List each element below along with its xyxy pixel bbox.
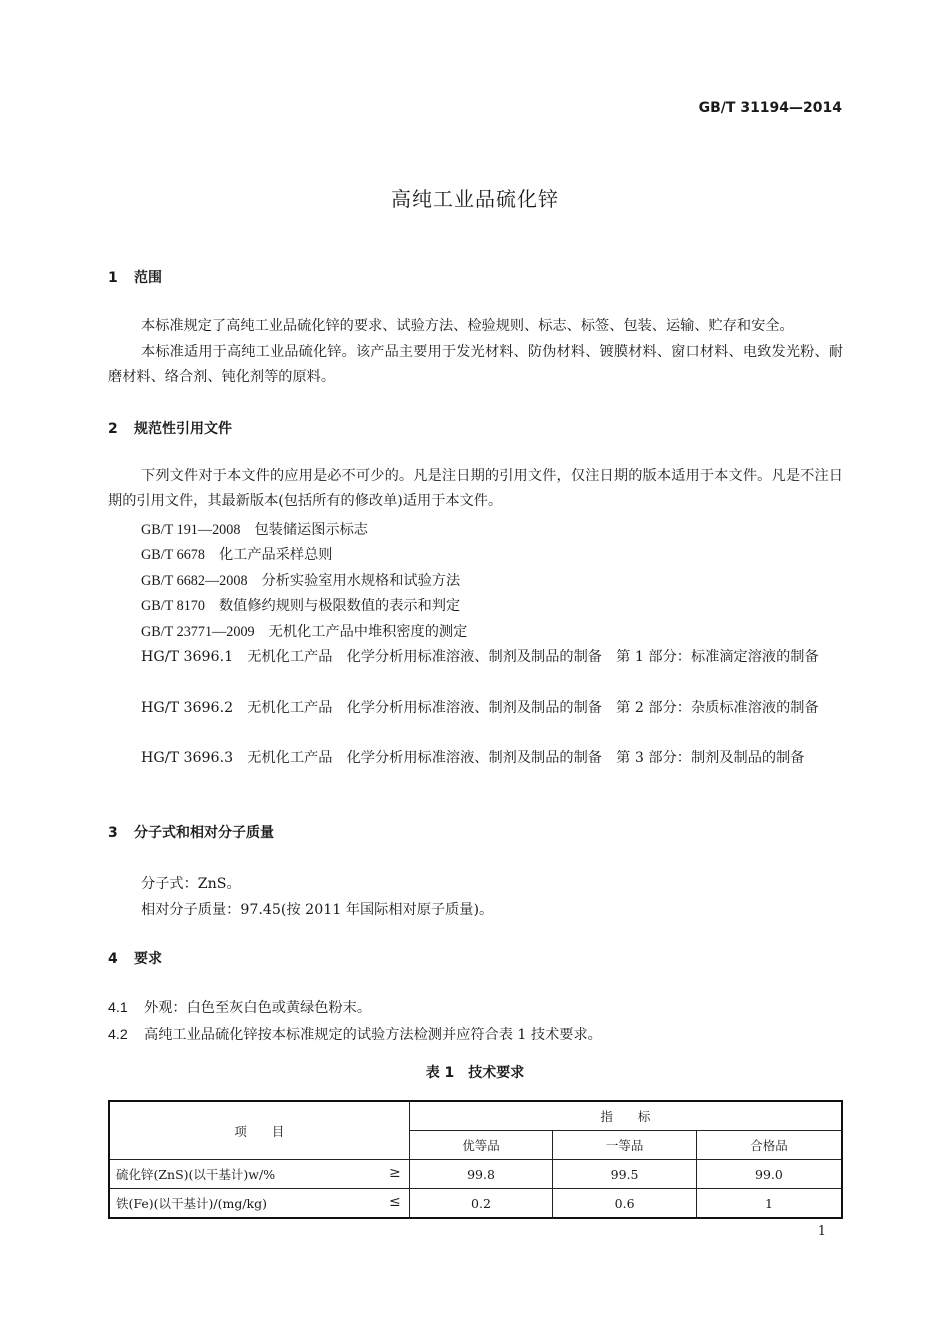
row-relation: ≥ — [388, 1165, 401, 1181]
section-number: 3 — [108, 825, 118, 841]
clause-4-2 — [108, 1024, 602, 1044]
section-number: 4 — [108, 951, 118, 967]
table-header-row — [109, 1101, 842, 1131]
header-item: 项 目 — [109, 1101, 409, 1160]
reference-title: 数值修约规则与极限数值的表示和判定 — [218, 598, 461, 614]
page-number: 1 — [817, 1224, 826, 1239]
reference-title: 分析实验室用水规格和试验方法 — [261, 573, 461, 589]
row-item — [109, 1189, 409, 1219]
scope-paragraph-1: 本标准规定了高纯工业品硫化锌的要求、试验方法、检验规则、标志、标签、包装、运输、贮存和安全。 — [141, 318, 794, 334]
row-value: 99.5 — [553, 1160, 697, 1189]
reference-code: GB/T 191—2008 — [141, 522, 241, 538]
section-heading-formula — [108, 822, 274, 842]
row-value: 0.6 — [553, 1189, 697, 1219]
reference-code: GB/T 23771—2009 — [141, 624, 255, 640]
reference-title: 无机化工产品中堆积密度的测定 — [268, 624, 468, 640]
molecular-formula: 分子式：ZnS。 — [141, 876, 241, 892]
section-heading-normative-refs — [108, 418, 232, 438]
section-title: 范围 — [134, 270, 162, 286]
clause-text: 外观：白色至灰白色或黄绿色粉末。 — [144, 1000, 372, 1016]
clause-number: 4.2 — [108, 1027, 128, 1043]
reference-code: GB/T 6682—2008 — [141, 573, 248, 589]
row-value: 1 — [696, 1189, 842, 1219]
row-item — [109, 1160, 409, 1189]
scope-paragraph-2: 本标准适用于高纯工业品硫化锌。该产品主要用于发光材料、防伪材料、镀膜材料、窗口材料、电致发光粉、耐磨材料、络合剂、钝化剂等的原料。 — [108, 344, 843, 386]
row-value: 99.0 — [696, 1160, 842, 1189]
clause-4-1 — [108, 997, 371, 1017]
section-number: 2 — [108, 421, 118, 437]
grade-qualified: 合格品 — [696, 1131, 842, 1160]
table-row — [109, 1160, 842, 1189]
reference-item-hg-2: HG/T 3696.2 无机化工产品 化学分析用标准溶液、制剂及制品的制备 第 2 部分：杂质标准溶液的制备 — [141, 700, 819, 716]
header-index: 指 标 — [409, 1101, 842, 1131]
row-value: 99.8 — [409, 1160, 553, 1189]
table-caption: 表 1 技术要求 — [425, 1065, 525, 1081]
reference-code: GB/T 8170 — [141, 598, 205, 614]
reference-item — [141, 621, 467, 641]
section-heading-requirements — [108, 948, 162, 968]
row-item-label: 硫化锌(ZnS)(以干基计)w/% — [116, 1167, 276, 1182]
clause-number: 4.1 — [108, 1000, 128, 1016]
clause-text: 高纯工业品硫化锌按本标准规定的试验方法检测并应符合表 1 技术要求。 — [144, 1027, 602, 1043]
standard-code: GB/T 31194—2014 — [698, 100, 842, 116]
grade-first: 一等品 — [553, 1131, 697, 1160]
row-relation: ≤ — [388, 1194, 401, 1210]
reference-item — [141, 570, 460, 590]
section-title: 要求 — [134, 951, 162, 967]
reference-title: 包装储运图示标志 — [254, 522, 368, 538]
reference-item — [141, 544, 333, 564]
section-number: 1 — [108, 270, 118, 286]
reference-item — [141, 595, 460, 615]
row-item-label: 铁(Fe)(以干基计)/(mg/kg) — [116, 1196, 268, 1211]
reference-item-hg-1: HG/T 3696.1 无机化工产品 化学分析用标准溶液、制剂及制品的制备 第 1 部分：标准滴定溶液的制备 — [141, 649, 819, 665]
normative-refs-intro: 下列文件对于本文件的应用是必不可少的。凡是注日期的引用文件，仅注日期的版本适用于本文件。凡是不注日期的引用文件，其最新版本(包括所有的修改单)适用于本文件。 — [108, 468, 843, 510]
section-heading-scope — [108, 267, 162, 287]
document-title: 高纯工业品硫化锌 — [391, 187, 559, 211]
section-title: 规范性引用文件 — [134, 421, 232, 437]
reference-item-hg-3: HG/T 3696.3 无机化工产品 化学分析用标准溶液、制剂及制品的制备 第 3 部分：制剂及制品的制备 — [141, 750, 805, 766]
grade-premium: 优等品 — [409, 1131, 553, 1160]
technical-requirements-table — [108, 1100, 843, 1219]
reference-title: 化工产品采样总则 — [218, 547, 333, 563]
reference-code: GB/T 6678 — [141, 547, 205, 563]
row-value: 0.2 — [409, 1189, 553, 1219]
section-title: 分子式和相对分子质量 — [134, 825, 274, 841]
reference-item — [141, 519, 368, 539]
table-row — [109, 1189, 842, 1219]
molecular-mass: 相对分子质量：97.45(按 2011 年国际相对原子质量)。 — [141, 902, 494, 918]
